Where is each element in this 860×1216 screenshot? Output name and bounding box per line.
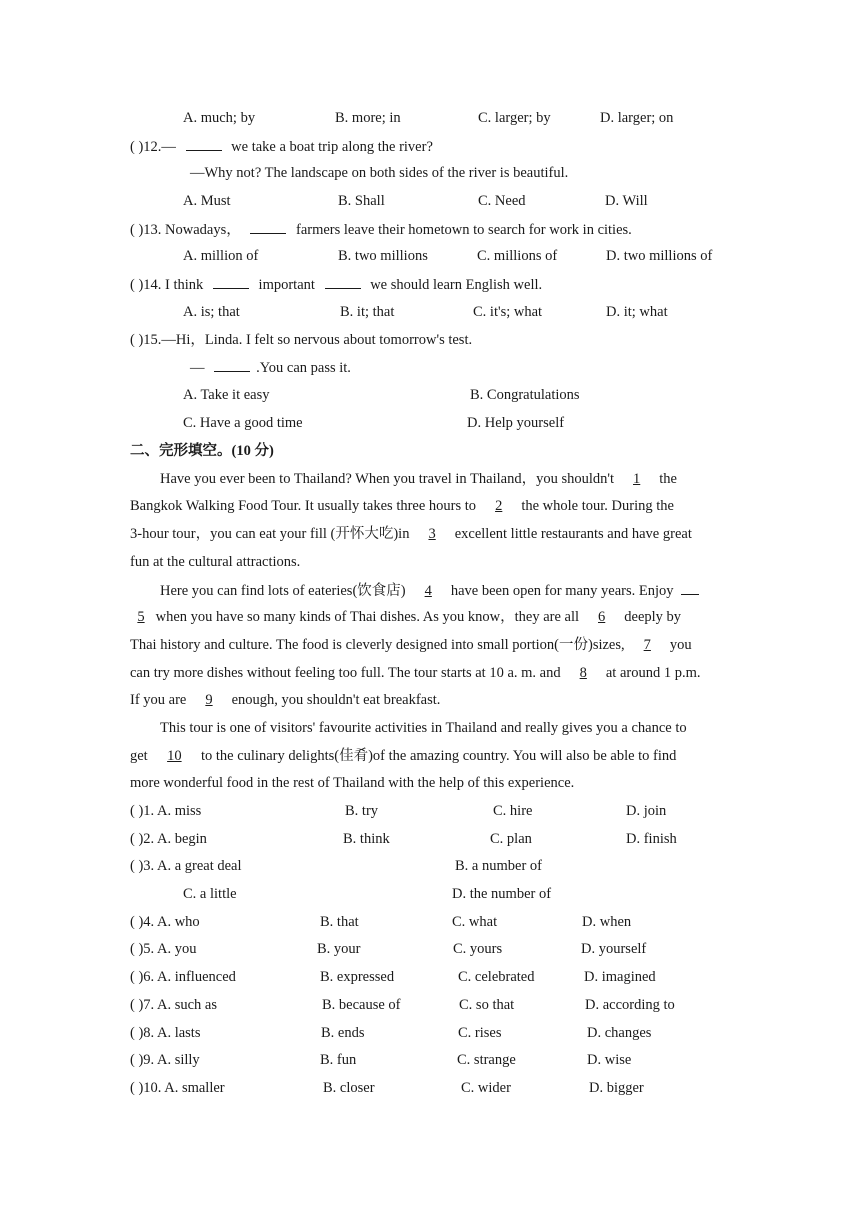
cloze-7-option-b: B. because of xyxy=(322,997,401,1013)
q14-stem xyxy=(130,274,542,295)
blank-8: 8 xyxy=(579,665,587,681)
cloze-7-option-d: D. according to xyxy=(585,997,675,1013)
section-heading: 二、完形填空。(10 分) xyxy=(130,443,274,459)
cloze-8-option-d: D. changes xyxy=(587,1025,652,1041)
blank-4: 4 xyxy=(424,583,432,599)
q11-option-c: C. larger; by xyxy=(478,110,551,126)
cloze-2-option-d: D. finish xyxy=(626,831,677,847)
q13-stem xyxy=(130,219,632,240)
q12-reply: —Why not? The landscape on both sides of the river is beautiful. xyxy=(190,165,569,181)
cloze-9-option-d: D. wise xyxy=(587,1052,632,1068)
passage-text: get xyxy=(130,748,148,764)
q15-stem: ( )15.—Hi，Linda. I felt so nervous about tomorrow's test. xyxy=(130,332,473,348)
q11-option-b: B. more; in xyxy=(335,110,401,126)
q13-option-b: B. two millions xyxy=(338,248,428,264)
q15-reply xyxy=(190,357,351,378)
q15-reply-dash: — xyxy=(190,360,205,376)
blank-3: 3 xyxy=(428,526,436,542)
passage-line xyxy=(130,690,440,710)
cloze-3-option-c: C. a little xyxy=(183,886,237,902)
q15-option-d: D. Help yourself xyxy=(467,415,565,431)
cloze-6-option-d: D. imagined xyxy=(584,969,656,985)
cloze-10-option-b: B. closer xyxy=(323,1080,375,1096)
passage-text: when you have so many kinds of Thai dishes. As you know，they are all xyxy=(155,609,580,625)
passage-text: Thai history and culture. The food is cleverly designed into small portion(一份)sizes, xyxy=(130,637,625,653)
cloze-question-4: ( )4. A. who xyxy=(130,914,200,930)
q13-text: farmers leave their hometown to search for work in cities. xyxy=(296,222,632,238)
q12-blank xyxy=(186,136,222,151)
q12-option-c: C. Need xyxy=(478,193,526,209)
passage-line xyxy=(130,524,692,544)
cloze-question-5: ( )5. A. you xyxy=(130,941,197,957)
cloze-question-8: ( )8. A. lasts xyxy=(130,1025,201,1041)
blank-6: 6 xyxy=(598,609,606,625)
q11-option-d: D. larger; on xyxy=(600,110,674,126)
cloze-1-option-b: B. try xyxy=(345,803,379,819)
cloze-3-option-b: B. a number of xyxy=(455,858,542,874)
q12-stem xyxy=(130,136,433,157)
q14-option-c: C. it's; what xyxy=(473,304,543,320)
cloze-question-2: ( )2. A. begin xyxy=(130,831,207,847)
q15-blank xyxy=(214,357,250,372)
q14-option-d: D. it; what xyxy=(606,304,668,320)
cloze-1-option-c: C. hire xyxy=(493,803,533,819)
passage-line: This tour is one of visitors' favourite activities in Thailand and really gives you a chance to xyxy=(160,720,687,736)
q15-option-c: C. Have a good time xyxy=(183,415,303,431)
q12-option-d: D. Will xyxy=(605,193,648,209)
cloze-1-option-d: D. join xyxy=(626,803,667,819)
q12-number: ( )12.— xyxy=(130,139,176,155)
passage-text: the xyxy=(659,471,677,487)
cloze-4-option-b: B. that xyxy=(320,914,359,930)
passage-text: deeply by xyxy=(624,609,682,625)
q14-option-b: B. it; that xyxy=(340,304,395,320)
blank-2: 2 xyxy=(495,498,503,514)
cloze-5-option-b: B. your xyxy=(317,941,361,957)
cloze-question-7: ( )7. A. such as xyxy=(130,997,217,1013)
passage-line xyxy=(160,580,699,601)
passage-text: have been open for many years. Enjoy xyxy=(450,583,674,599)
cloze-2-option-c: C. plan xyxy=(490,831,532,847)
cloze-6-option-c: C. celebrated xyxy=(458,969,535,985)
q13-blank xyxy=(250,219,286,234)
q14-blank-2 xyxy=(325,274,361,289)
cloze-question-1: ( )1. A. miss xyxy=(130,803,202,819)
q14-text: we should learn English well. xyxy=(370,277,543,293)
cloze-question-9: ( )9. A. silly xyxy=(130,1052,200,1068)
q14-mid: important xyxy=(258,277,315,293)
passage-line xyxy=(130,496,674,516)
cloze-4-option-d: D. when xyxy=(582,914,632,930)
blank-1: 1 xyxy=(633,471,641,487)
passage-line xyxy=(160,469,677,489)
q12-text: we take a boat trip along the river? xyxy=(231,139,433,155)
q11-option-a: A. much; by xyxy=(183,110,256,126)
cloze-9-option-b: B. fun xyxy=(320,1052,357,1068)
passage-text: the whole tour. During the xyxy=(521,498,674,514)
passage-text: at around 1 p.m. xyxy=(605,665,701,681)
q14-number: ( )14. I think xyxy=(130,277,204,293)
q12-option-b: B. Shall xyxy=(338,193,385,209)
passage-text: can try more dishes without feeling too full. The tour starts at 10 a. m. and xyxy=(130,665,561,681)
passage-line: more wonderful food in the rest of Thailand with the help of this experience. xyxy=(130,775,575,791)
cloze-5-option-d: D. yourself xyxy=(581,941,647,957)
cloze-8-option-b: B. ends xyxy=(321,1025,365,1041)
cloze-6-option-b: B. expressed xyxy=(320,969,395,985)
blank-9: 9 xyxy=(205,692,213,708)
q13-option-d: D. two millions of xyxy=(606,248,713,264)
q13-option-c: C. millions of xyxy=(477,248,558,264)
cloze-2-option-b: B. think xyxy=(343,831,390,847)
blank-5-start xyxy=(681,580,699,595)
q13-number: ( )13. Nowadays， xyxy=(130,222,241,238)
q14-option-a: A. is; that xyxy=(183,304,240,320)
passage-text: to the culinary delights(佳肴)of the amazing country. You will also be able to find xyxy=(200,748,677,764)
passage-line xyxy=(130,663,701,683)
cloze-question-10: ( )10. A. smaller xyxy=(130,1080,225,1096)
cloze-8-option-c: C. rises xyxy=(458,1025,502,1041)
passage-line xyxy=(130,607,681,627)
passage-text: 3-hour tour，you can eat your fill (开怀大吃)in xyxy=(130,526,410,542)
blank-7: 7 xyxy=(643,637,651,653)
passage-text: Have you ever been to Thailand? When you travel in Thailand，you shouldn't xyxy=(160,471,615,487)
cloze-question-3: ( )3. A. a great deal xyxy=(130,858,242,874)
passage-text: Bangkok Walking Food Tour. It usually takes three hours to xyxy=(130,498,477,514)
q13-option-a: A. million of xyxy=(183,248,259,264)
cloze-5-option-c: C. yours xyxy=(453,941,503,957)
passage-text: excellent little restaurants and have great xyxy=(454,526,692,542)
passage-text: If you are xyxy=(130,692,187,708)
cloze-10-option-d: D. bigger xyxy=(589,1080,644,1096)
cloze-7-option-c: C. so that xyxy=(459,997,515,1013)
cloze-3-option-d: D. the number of xyxy=(452,886,552,902)
cloze-9-option-c: C. strange xyxy=(457,1052,516,1068)
blank-10: 10 xyxy=(167,748,182,764)
cloze-10-option-c: C. wider xyxy=(461,1080,511,1096)
passage-text: you xyxy=(669,637,692,653)
q12-option-a: A. Must xyxy=(183,193,231,209)
cloze-4-option-c: C. what xyxy=(452,914,498,930)
passage-text: Here you can find lots of eateries(饮食店) xyxy=(160,583,406,599)
q14-blank-1 xyxy=(213,274,249,289)
blank-5: 5 xyxy=(137,609,145,625)
cloze-question-6: ( )6. A. influenced xyxy=(130,969,236,985)
passage-line xyxy=(130,635,692,655)
q15-option-a: A. Take it easy xyxy=(183,387,270,403)
passage-text: enough, you shouldn't eat breakfast. xyxy=(231,692,441,708)
q15-option-b: B. Congratulations xyxy=(470,387,580,403)
passage-line: fun at the cultural attractions. xyxy=(130,554,301,570)
q15-reply-text: .You can pass it. xyxy=(256,360,351,376)
passage-line xyxy=(130,746,676,766)
